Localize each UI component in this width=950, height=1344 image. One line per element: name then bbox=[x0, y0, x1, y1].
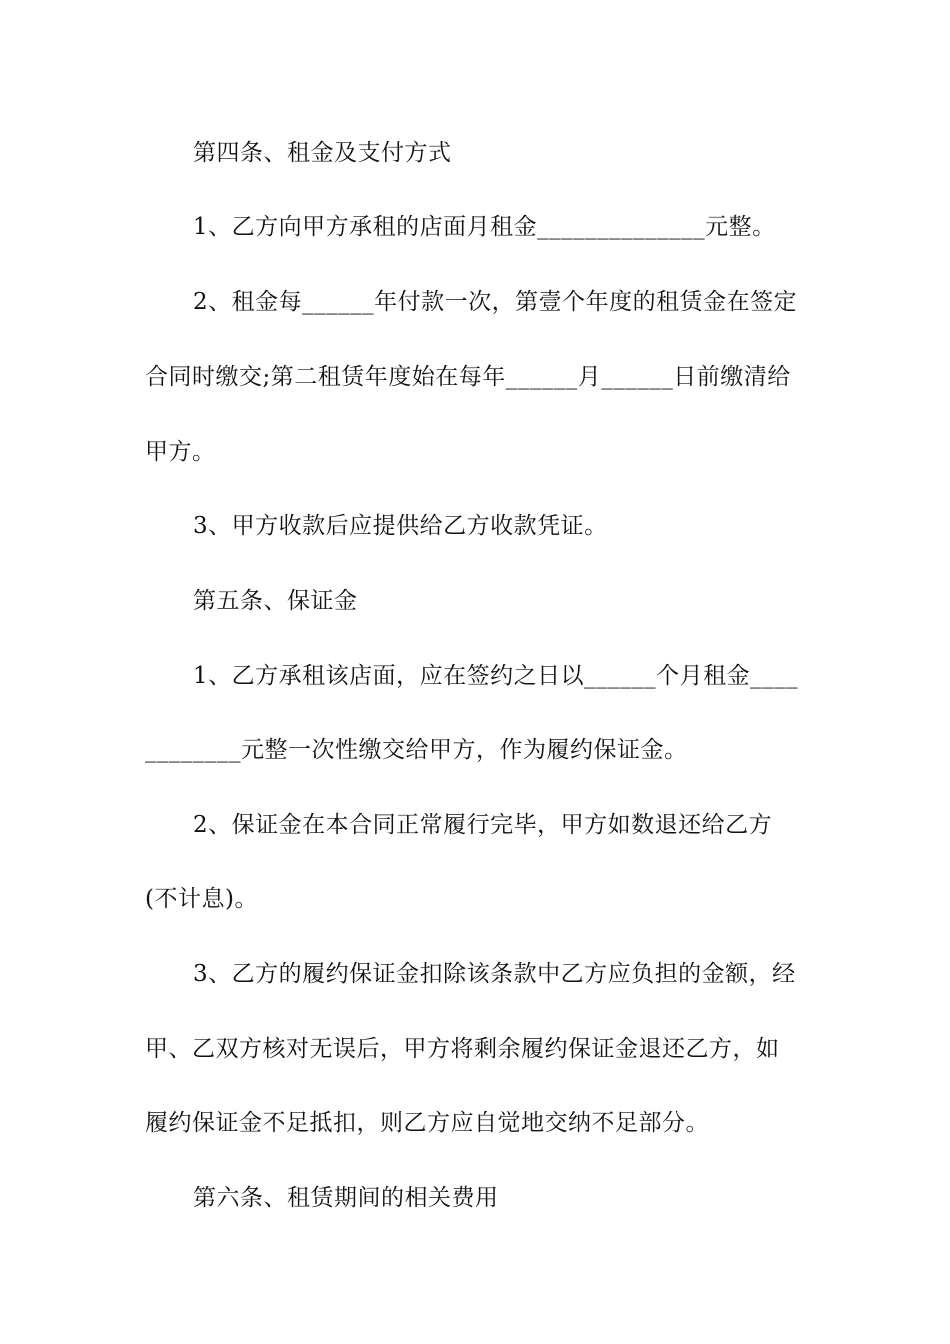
paragraph-line: 履约保证金不足抵扣，则乙方应自觉地交纳不足部分。 bbox=[145, 1110, 709, 1136]
paragraph-line: 2、租金每______年付款一次，第壹个年度的租赁金在签定 bbox=[193, 289, 798, 315]
paragraph-line: 1、乙方承租该店面，应在签约之日以______个月租金____ bbox=[193, 663, 799, 689]
paragraph-line: 甲方。 bbox=[145, 439, 216, 465]
paragraph-line: ________元整一次性缴交给甲方，作为履约保证金。 bbox=[145, 737, 688, 763]
paragraph-line: (不计息)。 bbox=[145, 886, 258, 912]
paragraph-line: 合同时缴交;第二租赁年度始在每年______月______日前缴清给 bbox=[145, 364, 791, 390]
paragraph-line: 甲、乙双方核对无误后，甲方将剩余履约保证金退还乙方，如 bbox=[145, 1036, 780, 1062]
paragraph-line: 3、甲方收款后应提供给乙方收款凭证。 bbox=[193, 513, 608, 539]
section-heading-article-5: 第五条、保证金 bbox=[193, 588, 358, 614]
paragraph-line: 2、保证金在本合同正常履行完毕，甲方如数退还给乙方 bbox=[193, 812, 773, 838]
section-heading-article-6: 第六条、租赁期间的相关费用 bbox=[193, 1185, 499, 1211]
section-heading-article-4: 第四条、租金及支付方式 bbox=[193, 140, 452, 166]
paragraph-line: 1、乙方向甲方承租的店面月租金______________元整。 bbox=[193, 214, 776, 240]
paragraph-line: 3、乙方的履约保证金扣除该条款中乙方应负担的金额，经 bbox=[193, 961, 796, 987]
